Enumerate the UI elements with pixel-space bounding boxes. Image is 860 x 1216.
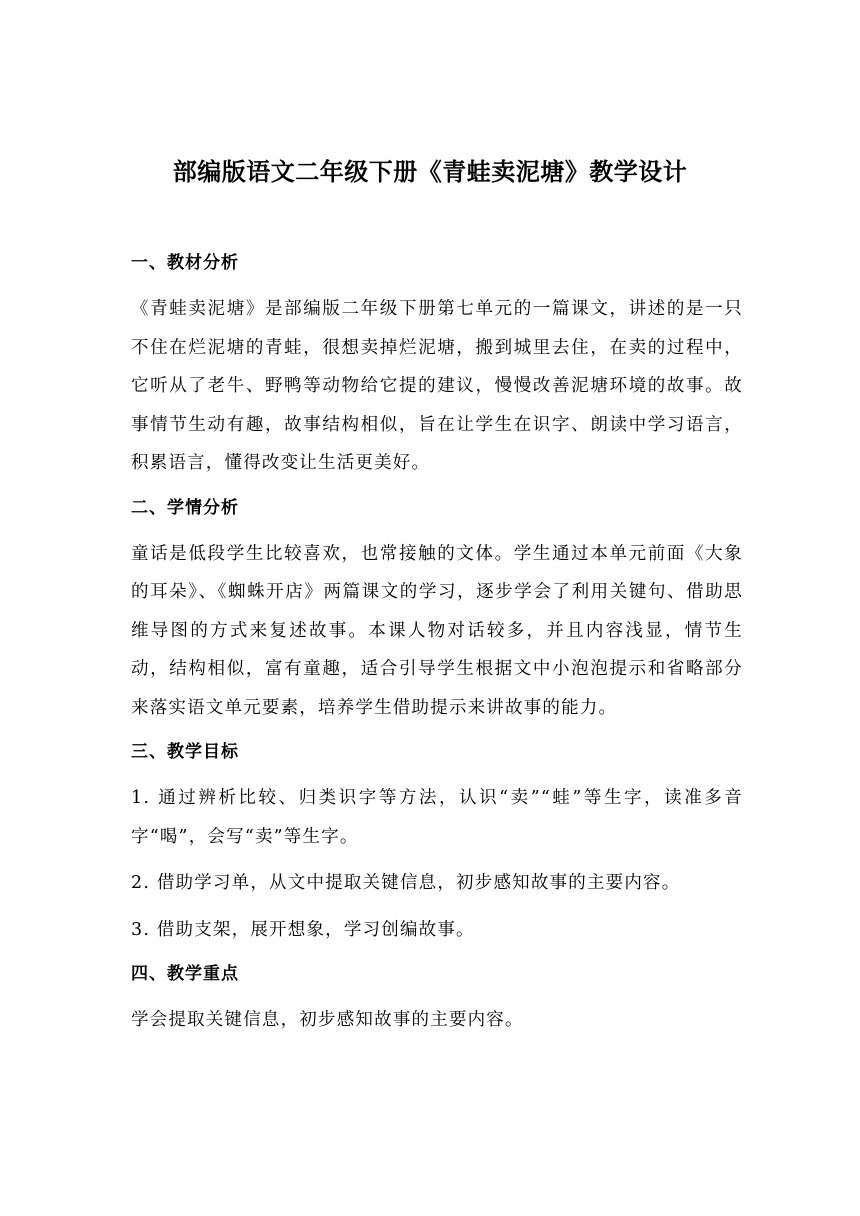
section-heading: 二、学情分析 (131, 497, 239, 518)
section-heading: 三、教学目标 (131, 742, 239, 762)
section-teaching-focus (131, 957, 743, 1040)
section-heading: 四、教学重点 (131, 964, 239, 984)
section-paragraph: 学会提取关键信息，初步感知故事的主要内容。 (131, 1010, 524, 1030)
section-student-analysis (131, 491, 743, 728)
goal-item-1: 1. 通过辨析比较、归类识字等方法，认识“卖”“蛙”等生字，读准多音字“喝”，会写“卖”等生字。 (131, 788, 743, 847)
goal-item-3: 3. 借助支架，展开想象，学习创编故事。 (131, 919, 475, 940)
document-title: 部编版语文二年级下册《青蛙卖泥塘》教学设计 (172, 157, 688, 186)
section-paragraph: 童话是低段学生比较喜欢，也常接触的文体。学生通过本单元前面《大象的耳朵》、《蜘蛛开店》两篇课文的学习，逐步学会了利用关键句、借助思维导图的方式来复述故事。本课人物对话较多，并且内容浅显，情节生动，结构相似，富有童趣，适合引导学生根据文中小泡泡提示和省略部分来落实语文单元要素，培养学生借助提示来讲故事的能力。 (131, 543, 743, 718)
section-heading: 一、教材分析 (131, 253, 239, 273)
section-teaching-goals (131, 735, 743, 949)
goal-item-2: 2. 借助学习单，从文中提取关键信息，初步感知故事的主要内容。 (131, 873, 681, 893)
section-paragraph: 《青蛙卖泥塘》是部编版二年级下册第七单元的一篇课文，讲述的是一只不住在烂泥塘的青蛙，很想卖掉烂泥塘，搬到城里去住，在卖的过程中，它听从了老牛、野鸭等动物给它提的建议，慢慢改善泥塘环境的故事。故事情节生动有趣，故事结构相似，旨在让学生在识字、朗读中学习语言，积累语言，懂得改变让生活更美好。 (131, 299, 743, 473)
section-textbook-analysis (131, 246, 743, 483)
document-body (131, 246, 743, 1048)
